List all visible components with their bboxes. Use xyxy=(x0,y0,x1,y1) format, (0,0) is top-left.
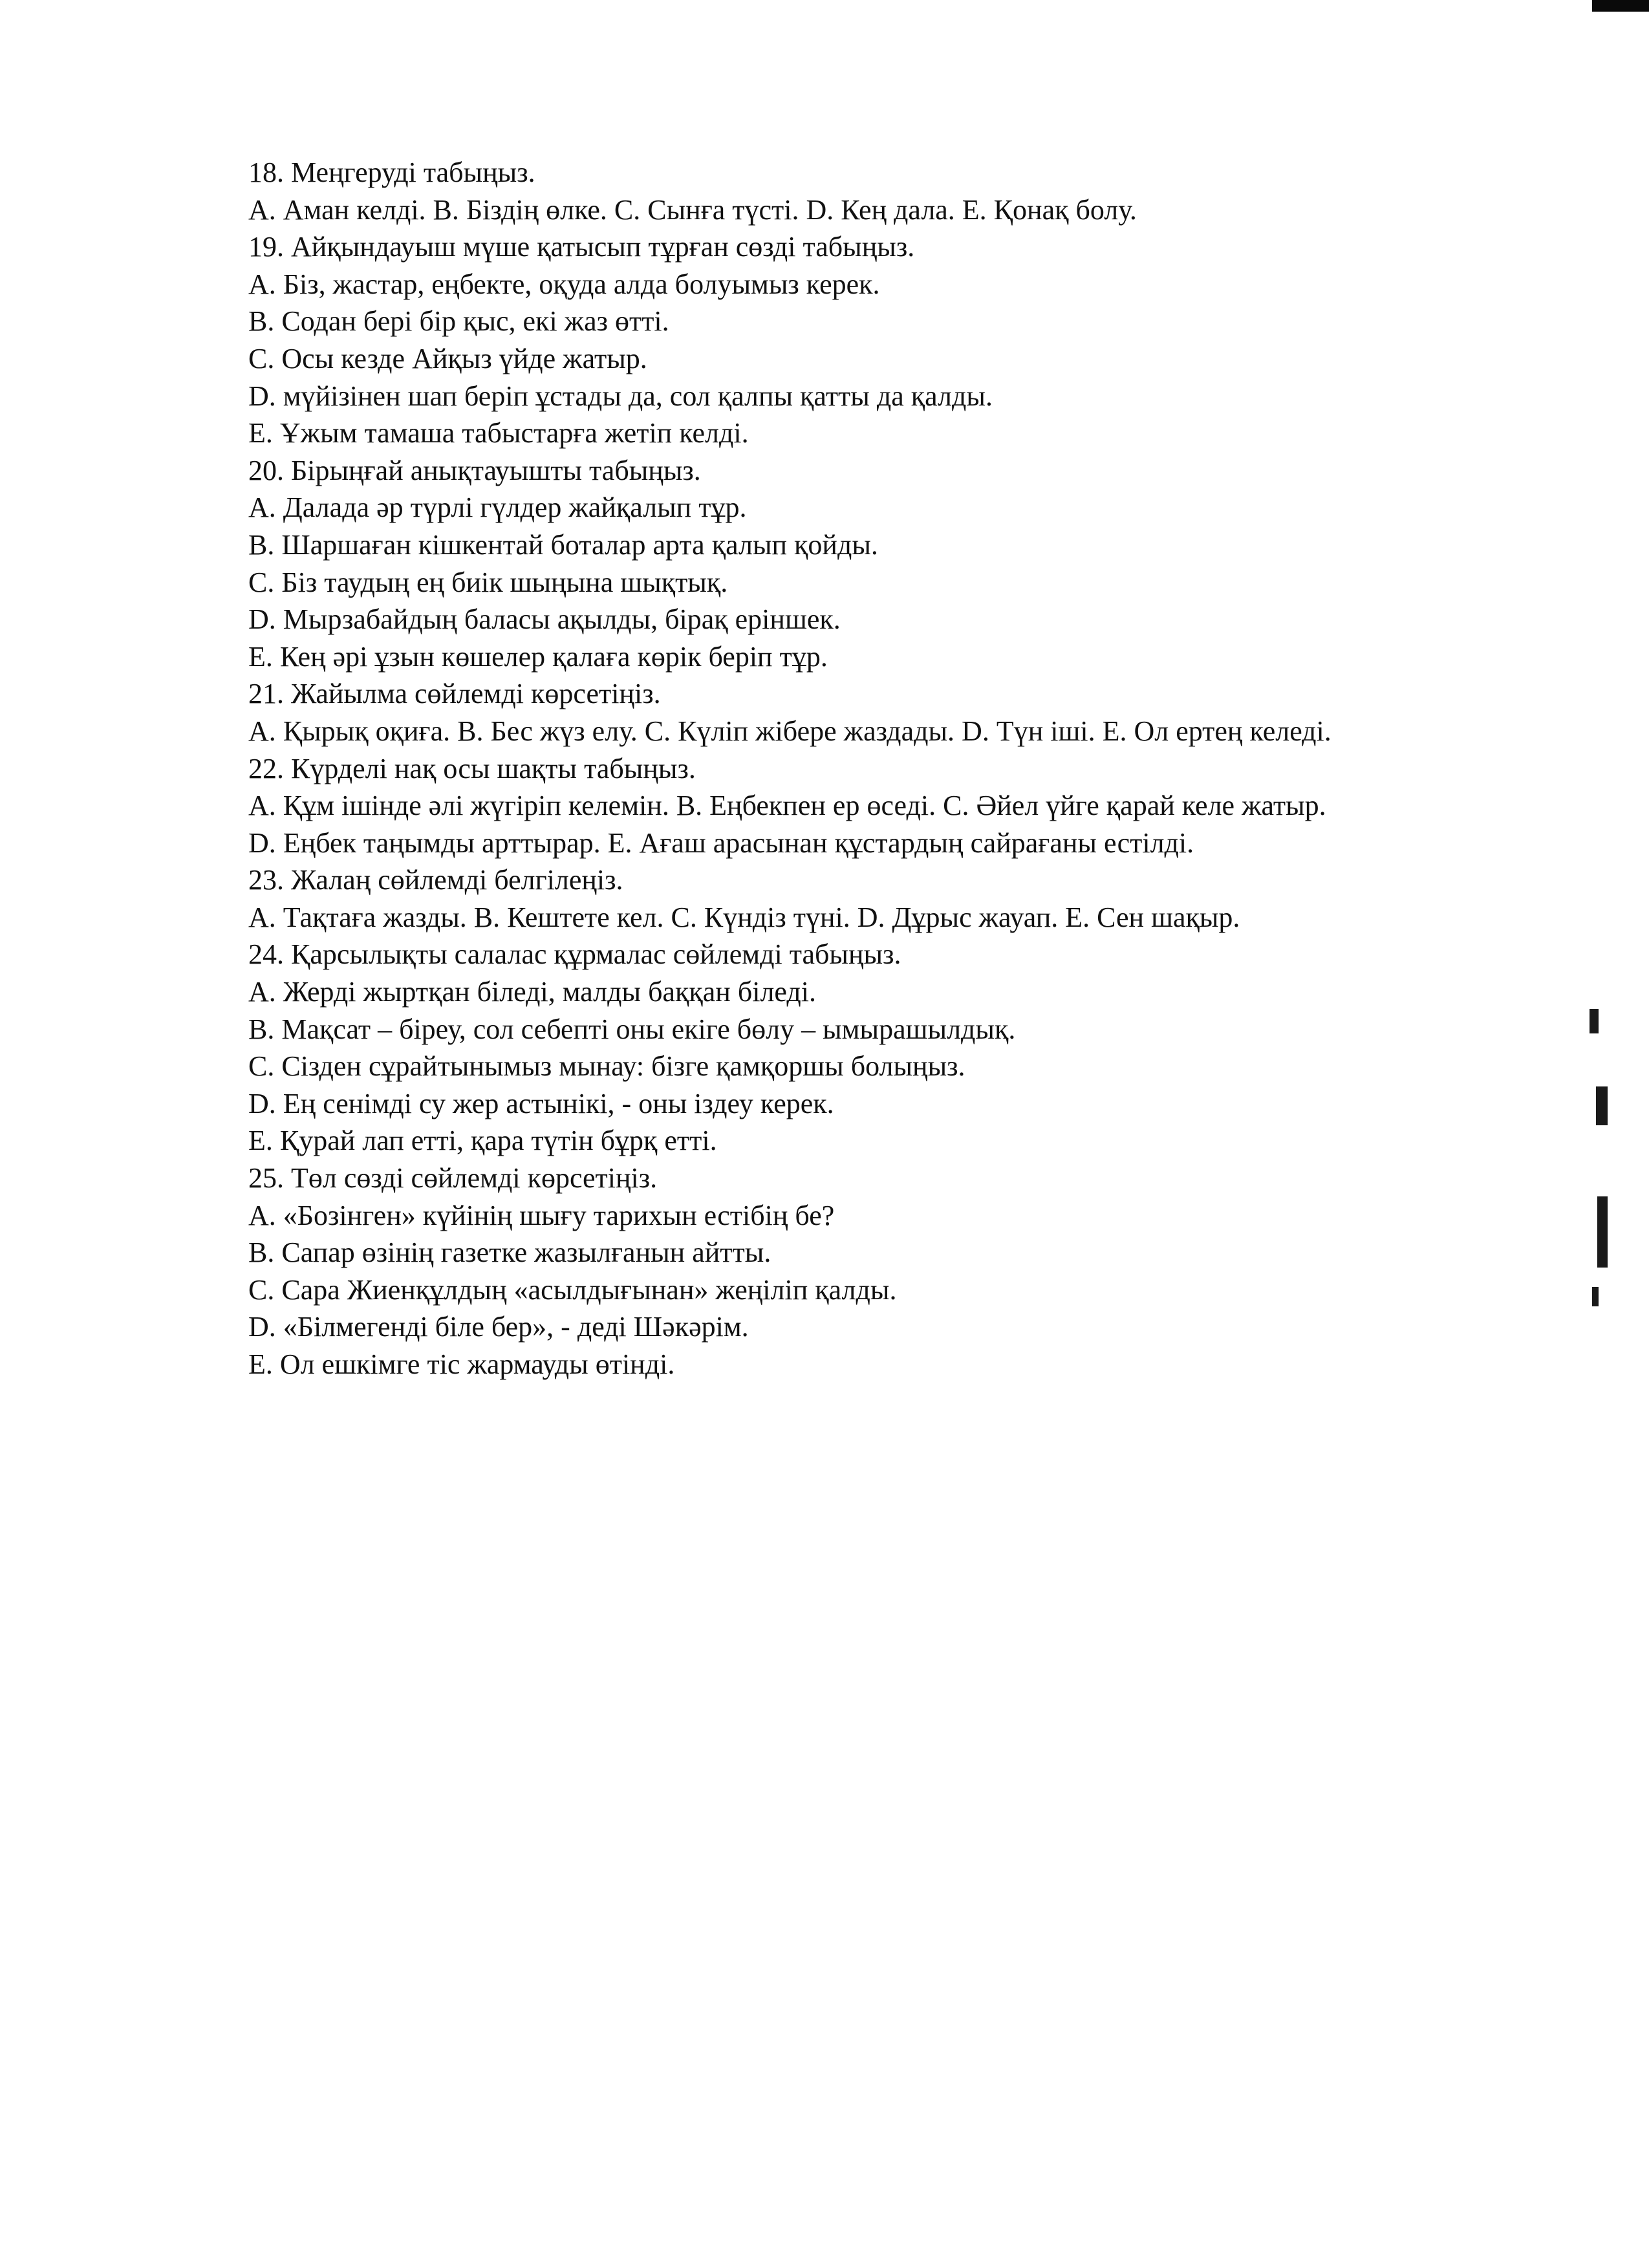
scan-speck xyxy=(1596,1086,1608,1125)
scan-speck xyxy=(1597,1196,1608,1268)
question-25-option-b: B. Сапар өзінің газетке жазылғанын айтты. xyxy=(248,1237,771,1269)
scan-speck xyxy=(1592,1287,1599,1306)
question-24-option-a: A. Жерді жыртқан біледі, малды баққан біледі. xyxy=(248,976,816,1008)
question-25-option-d: D. «Білмегенді біле бер», - деді Шәкәрім. xyxy=(248,1311,749,1343)
question-22-options-abc: A. Құм ішінде әлі жүгіріп келемін. B. Еңбекпен ер өседі. C. Әйел үйге қарай келе жатыр. xyxy=(248,790,1326,822)
scan-speck xyxy=(1590,1009,1599,1033)
question-24-option-d: D. Ең сенімді су жер астынікі, - оны іздеу керек. xyxy=(248,1087,834,1119)
scan-edge-mark xyxy=(1592,0,1649,12)
question-19: 19. Айқындауыш мүше қатысып тұрған сөзді табыңыз. xyxy=(248,231,915,263)
question-20-option-d: D. Мырзабайдың баласы ақылды, бірақ еріншек. xyxy=(248,603,841,636)
question-21-options: A. Қырық оқиға. B. Бес жүз елу. C. Күліп жібере жаздады. D. Түн іші. E. Ол ертең келеді. xyxy=(248,715,1331,747)
question-24: 24. Қарсылықты салалас құрмалас сөйлемді табыңыз. xyxy=(248,938,901,971)
question-23-options: A. Тақтаға жазды. B. Кештете кел. C. Күндіз түні. D. Дұрыс жауап. E. Сен шақыр. xyxy=(248,901,1240,933)
question-20-option-b: B. Шаршаған кішкентай боталар арта қалып қойды. xyxy=(248,528,878,561)
question-19-option-e: E. Ұжым тамаша табыстарға жетіп келді. xyxy=(248,417,749,449)
question-21: 21. Жайылма сөйлемді көрсетіңіз. xyxy=(248,678,661,710)
question-19-option-d: D. мүйізінен шап беріп ұстады да, сол қалпы қатты да қалды. xyxy=(248,380,993,412)
question-25-option-e: E. Ол ешкімге тіс жармауды өтінді. xyxy=(248,1348,675,1380)
question-19-option-c: C. Осы кезде Айқыз үйде жатыр. xyxy=(248,342,647,374)
question-24-option-b: B. Мақсат – біреу, сол себепті оны екіге бөлу – ымырашылдық. xyxy=(248,1013,1016,1045)
question-18-options: A. Аман келді. B. Біздің өлке. C. Сынға түсті. D. Кең дала. E. Қонақ болу. xyxy=(248,193,1137,226)
question-19-option-a: A. Біз, жастар, еңбекте, оқуда алда болуымыз керек. xyxy=(248,268,880,300)
question-19-option-b: B. Содан бері бір қыс, екі жаз өтті. xyxy=(248,305,669,338)
question-24-option-c: C. Сізден сұрайтынымыз мынау: бізге қамқоршы болыңыз. xyxy=(248,1050,965,1083)
question-20: 20. Бірыңғай анықтауышты табыңыз. xyxy=(248,454,701,486)
question-20-option-e: E. Кең әрі ұзын көшелер қалаға көрік беріп тұр. xyxy=(248,640,828,673)
question-18: 18. Меңгеруді табыңыз. xyxy=(248,157,535,188)
document-page xyxy=(248,154,1542,1383)
question-25-option-a: A. «Бозінген» күйінің шығу тарихын естібің бе? xyxy=(248,1199,835,1231)
question-24-option-e: E. Қурай лап етті, қара түтін бұрқ етті. xyxy=(248,1125,717,1157)
question-25-option-c: C. Сара Жиенқұлдың «асылдығынан» жеңіліп қалды. xyxy=(248,1273,897,1306)
question-22-options-de: D. Еңбек таңымды арттырар. E. Ағаш арасынан құстардың сайрағаны естілді. xyxy=(248,826,1194,859)
question-20-option-a: A. Далада әр түрлі гүлдер жайқалып тұр. xyxy=(248,491,747,524)
question-23: 23. Жалаң сөйлемді белгілеңіз. xyxy=(248,864,623,896)
question-25: 25. Төл сөзді сөйлемді көрсетіңіз. xyxy=(248,1162,658,1194)
question-22: 22. Күрделі нақ осы шақты табыңыз. xyxy=(248,752,696,784)
question-20-option-c: C. Біз таудың ең биік шыңына шықтық. xyxy=(248,566,728,598)
